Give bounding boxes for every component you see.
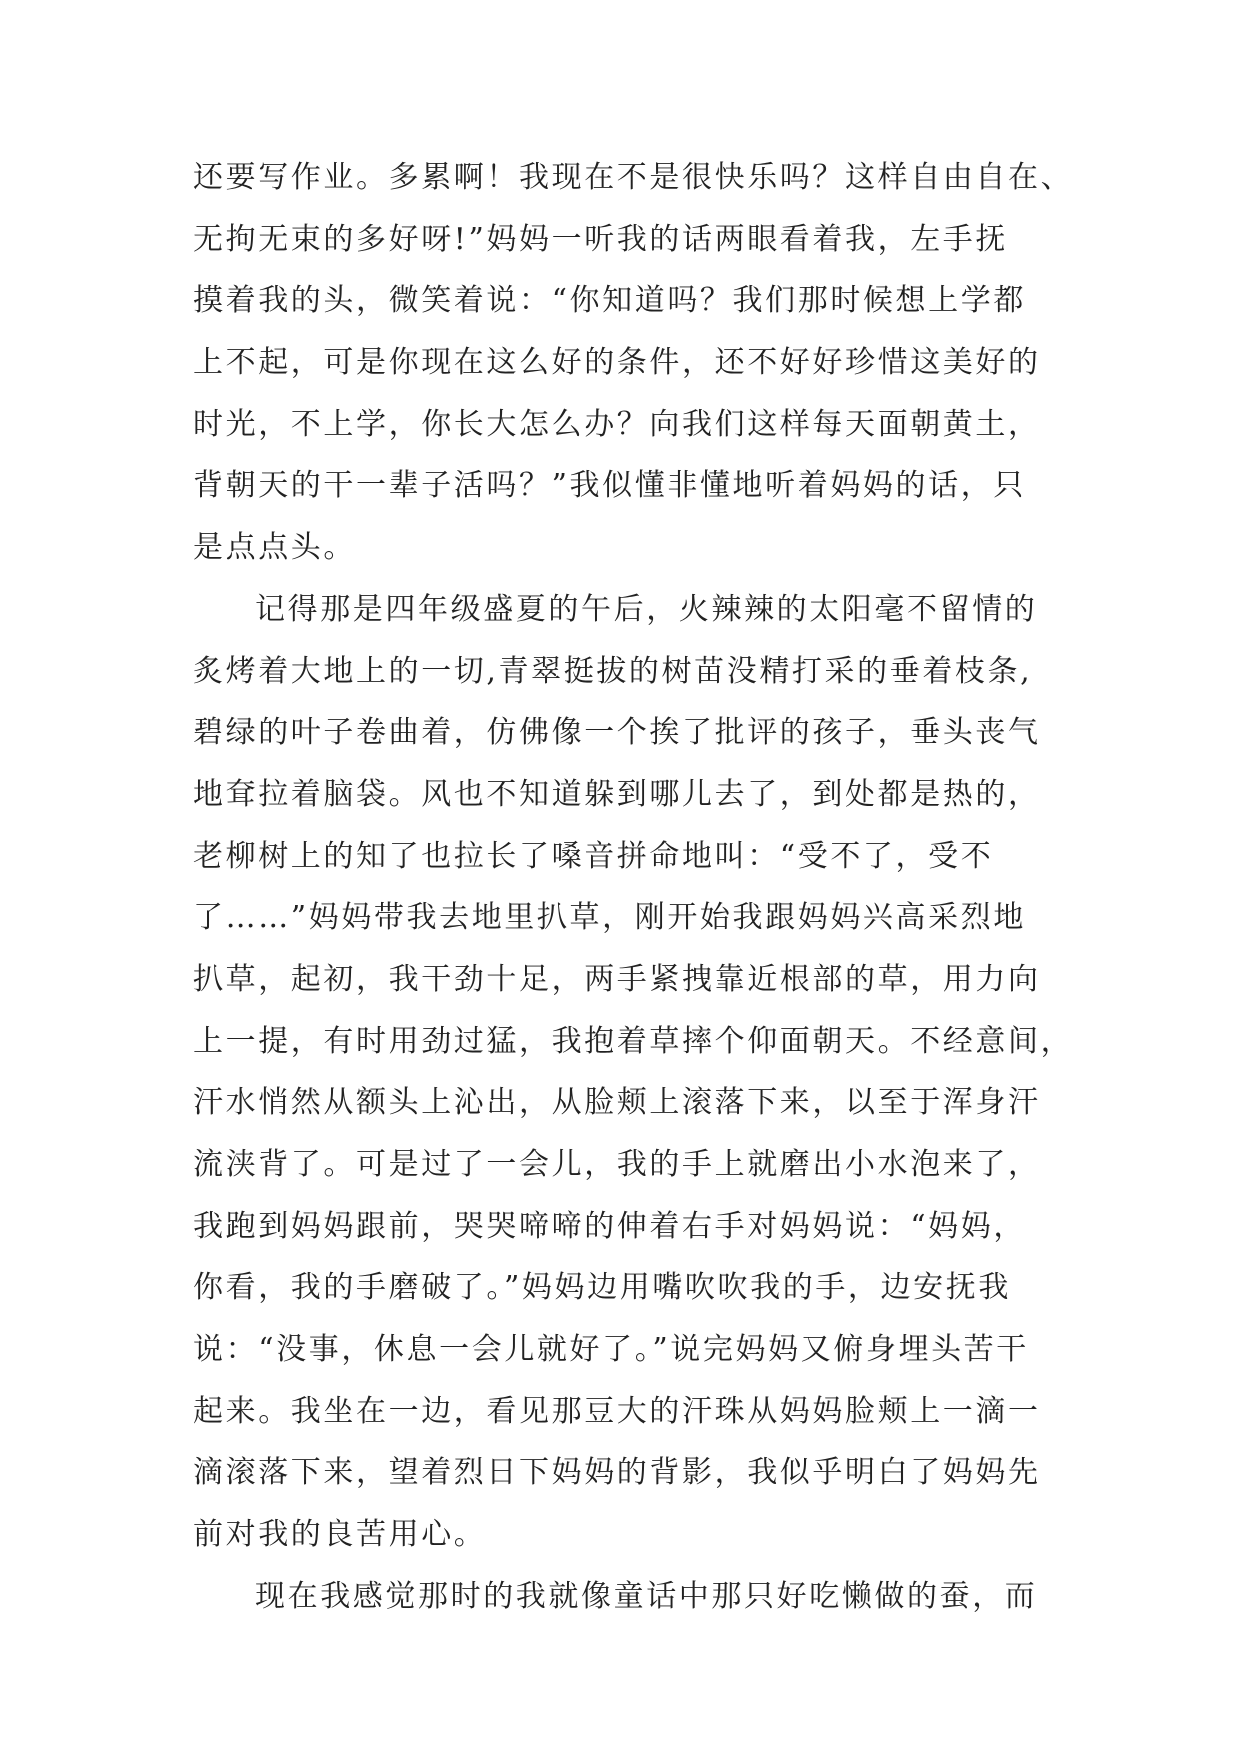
text-line: 汗水悄然从额头上沁出，从脸颊上滚落下来，以至于浑身汗 xyxy=(193,1085,1041,1121)
text-line: 时光，不上学，你长大怎么办？向我们这样每天面朝黄土， xyxy=(193,406,1041,442)
text-line: 地耷拉着脑袋。风也不知道躲到哪儿去了，到处都是热的， xyxy=(193,776,1041,812)
text-line: 上一提，有时用劲过猛，我抱着草摔个仰面朝天。不经意间， xyxy=(193,1023,1074,1059)
text-line: 无拘无束的多好呀!”妈妈一听我的话两眼看着我，左手抚 xyxy=(193,221,1008,257)
text-line: 老柳树上的知了也拉长了嗓音拼命地叫：“受不了，受不 xyxy=(193,838,994,874)
text-line: 碧绿的叶子卷曲着，仿佛像一个挨了批评的孩子，垂头丧气 xyxy=(193,715,1041,751)
text-line: 说：“没事，休息一会儿就好了。”说完妈妈又俯身埋头苦干 xyxy=(193,1332,1029,1368)
paragraph-first-line: 记得那是四年级盛夏的午后，火辣辣的太阳毫不留情的 xyxy=(255,591,1038,627)
text-line: 你看，我的手磨破了。”妈妈边用嘴吹吹我的手，边安抚我 xyxy=(193,1270,1011,1306)
paragraph-first-line: 现在我感觉那时的我就像童话中那只好吃懒做的蚕，而 xyxy=(255,1578,1038,1614)
text-line: 我跑到妈妈跟前，哭哭啼啼的伸着右手对妈妈说：“妈妈， xyxy=(193,1208,1026,1244)
text-line: 是点点头。 xyxy=(193,530,356,566)
text-line: 上不起，可是你现在这么好的条件，还不好好珍惜这美好的 xyxy=(193,345,1041,381)
text-line: 炙烤着大地上的一切,青翠挺拔的树苗没精打采的垂着枝条, xyxy=(193,653,1033,689)
text-line: 滴滚落下来，望着烈日下妈妈的背影，我似乎明白了妈妈先 xyxy=(193,1455,1041,1491)
text-line: 流浃背了。可是过了一会儿，我的手上就磨出小水泡来了， xyxy=(193,1147,1041,1182)
document-body xyxy=(193,147,1093,1628)
text-line: 起来。我坐在一边，看见那豆大的汗珠从妈妈脸颊上一滴一 xyxy=(193,1393,1041,1429)
text-line: 前对我的良苦用心。 xyxy=(193,1517,487,1553)
text-line: 还要写作业。多累啊！我现在不是很快乐吗？这样自由自在、 xyxy=(193,160,1074,195)
text-line: 背朝天的干一辈子活吗？”我似懂非懂地听着妈妈的话，只 xyxy=(193,468,1026,504)
text-line: 摸着我的头，微笑着说：“你知道吗？我们那时候想上学都 xyxy=(193,283,1026,319)
text-line: 扒草，起初，我干劲十足，两手紧拽靠近根部的草，用力向 xyxy=(193,961,1041,997)
text-line: 了……”妈妈带我去地里扒草，刚开始我跟妈妈兴高采烈地 xyxy=(193,900,1026,936)
